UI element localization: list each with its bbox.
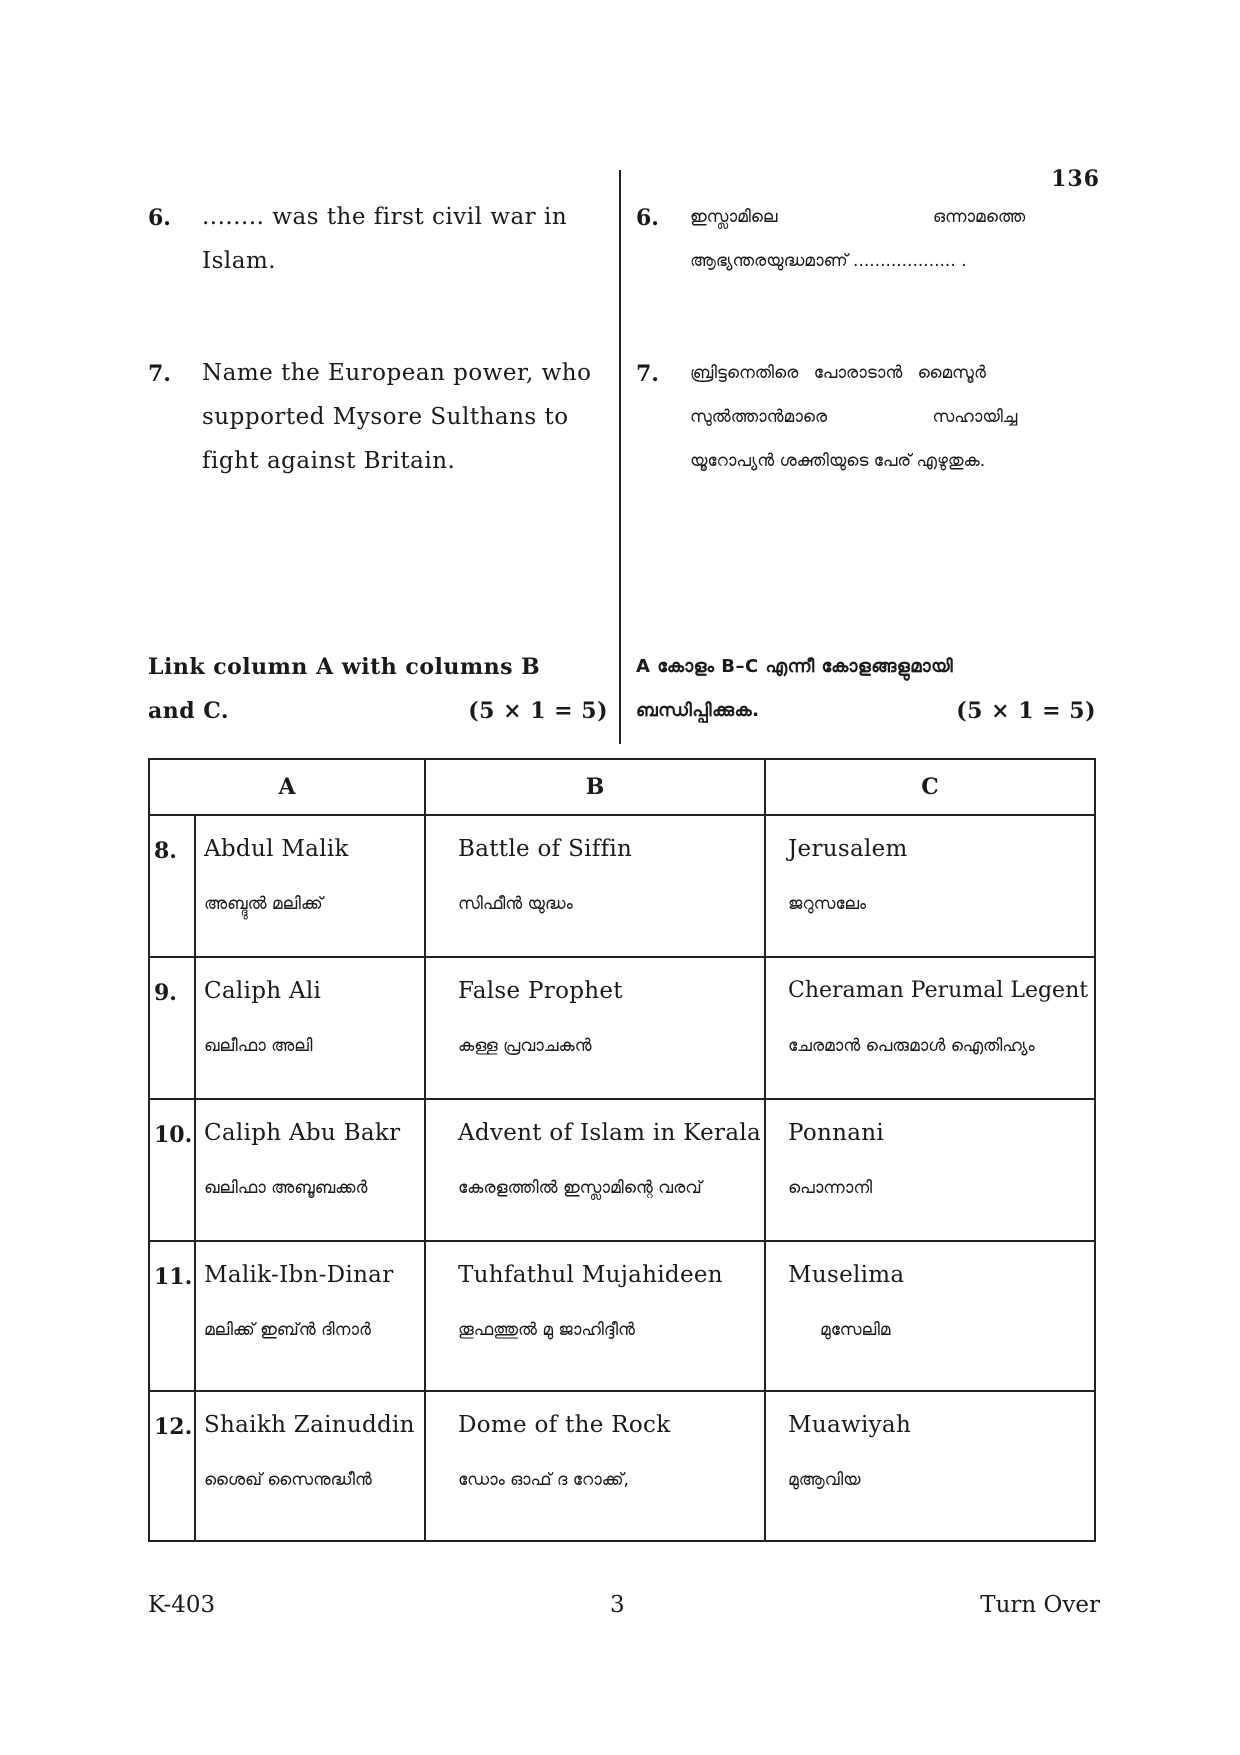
cell-text-ml: ശൈഖ് സൈനുദ്ധീൻ xyxy=(204,1470,372,1490)
question-text-line: യൂറോപ്യൻ ശക്തിയുടെ പേര് എഴുതുക. xyxy=(690,451,986,471)
cell-text-en: Advent of Islam in Kerala xyxy=(458,1120,762,1146)
cell-text-ml: ജറുസലേം xyxy=(788,894,867,914)
cell-text-en: Jerusalem xyxy=(788,836,908,862)
table-header-row xyxy=(149,759,1095,815)
cell-text-ml: സിഫീൻ യുദ്ധം xyxy=(458,894,573,914)
cell-text-ml: കള്ള പ്രവാചകൻ xyxy=(458,1036,592,1056)
question-7-en xyxy=(148,361,608,483)
column-header-c: C xyxy=(765,759,1095,815)
cell-c xyxy=(765,1391,1095,1541)
cell-c xyxy=(765,815,1095,957)
cell-b xyxy=(425,815,765,957)
row-number: 10. xyxy=(149,1099,195,1241)
cell-text-en: Muselima xyxy=(788,1262,905,1288)
cell-text-en: Cheraman Perumal Legent xyxy=(788,978,1089,1003)
cell-a xyxy=(195,1099,425,1241)
marks: (5 × 1 = 5) xyxy=(468,698,608,724)
cell-text-en: Muawiyah xyxy=(788,1412,912,1438)
cell-text-en: Caliph Abu Bakr xyxy=(204,1120,401,1146)
cell-text-ml: കേരളത്തിൽ ഇസ്ലാമിന്റെ വരവ് xyxy=(458,1178,702,1198)
cell-b xyxy=(425,1391,765,1541)
cell-text-ml: ഖലീഫാ അലി xyxy=(204,1036,313,1056)
row-number: 8. xyxy=(149,815,195,957)
cell-text-ml: അബ്ദുൽ മലിക്ക് xyxy=(204,894,323,914)
cell-text-ml: ചേരമാൻ പെരുമാൾ ഐതിഹ്യം xyxy=(788,1036,1035,1056)
turn-over-note: Turn Over xyxy=(980,1592,1100,1618)
cell-text-ml: ഖലിഫാ അബൂബക്കർ xyxy=(204,1178,368,1198)
cell-text-en: Tuhfathul Mujahideen xyxy=(458,1262,723,1288)
cell-a xyxy=(195,1241,425,1391)
cell-text-en: Abdul Malik xyxy=(204,836,349,862)
instruction-line: Link column A with columns B xyxy=(148,654,541,680)
table-row xyxy=(149,1391,1095,1541)
cell-a xyxy=(195,1391,425,1541)
page-number: 3 xyxy=(610,1592,625,1618)
question-number: 6. xyxy=(148,205,171,231)
marks: (5 × 1 = 5) xyxy=(956,698,1096,724)
question-number: 7. xyxy=(148,361,171,387)
question-text-line: ബ്രിട്ടനെതിരെ പോരാടാൻ മൈസൂർ xyxy=(690,363,986,383)
question-text-line: ഇസ്ലാമിലെ ഒന്നാമത്തെ xyxy=(690,207,1026,227)
table-row xyxy=(149,815,1095,957)
question-text-line: fight against Britain. xyxy=(202,448,456,474)
cell-text-en: Battle of Siffin xyxy=(458,836,633,862)
cell-b xyxy=(425,957,765,1099)
question-number: 7. xyxy=(636,361,659,387)
cell-text-ml: ഡോം ഓഫ് ദ റോക്ക്, xyxy=(458,1470,629,1490)
instruction-line: A കോളം B–C എന്നീ കോളങ്ങളുമായി xyxy=(636,656,954,677)
question-text-line: supported Mysore Sulthans to xyxy=(202,404,569,430)
table-row xyxy=(149,1099,1095,1241)
cell-b xyxy=(425,1099,765,1241)
cell-text-en: False Prophet xyxy=(458,978,623,1004)
cell-text-ml: തൂഫത്തുൽ മു ജാഹിദ്ദീൻ xyxy=(458,1320,635,1340)
cell-b xyxy=(425,1241,765,1391)
column-divider xyxy=(619,170,621,744)
cell-text-en: Shaikh Zainuddin xyxy=(204,1412,415,1438)
cell-c xyxy=(765,957,1095,1099)
instruction-line: ബന്ധിപ്പിക്കുക. xyxy=(636,700,760,721)
question-text-line: Islam. xyxy=(202,248,277,274)
page-code: 136 xyxy=(1051,166,1100,192)
question-text-line: Name the European power, who xyxy=(202,360,592,386)
cell-text-en: Caliph Ali xyxy=(204,978,322,1004)
question-text-line: ആഭ്യന്തരയുദ്ധമാണ് ................... . xyxy=(690,251,967,271)
paper-code: K-403 xyxy=(148,1592,216,1618)
question-number: 6. xyxy=(636,205,659,231)
cell-a xyxy=(195,815,425,957)
cell-text-ml: മുആവിയ xyxy=(788,1470,861,1490)
question-text-line: ........ was the first civil war in xyxy=(202,204,568,230)
cell-text-en: Dome of the Rock xyxy=(458,1412,671,1438)
table-row xyxy=(149,1241,1095,1391)
section-instruction-ml xyxy=(636,645,1096,733)
question-6-en xyxy=(148,205,608,283)
cell-a xyxy=(195,957,425,1099)
section-instruction-en xyxy=(148,645,608,733)
cell-text-ml: പൊന്നാനി xyxy=(788,1178,873,1198)
question-6-ml xyxy=(636,205,1096,283)
question-7-ml xyxy=(636,361,1096,483)
row-number: 12. xyxy=(149,1391,195,1541)
question-text-line: സുൽത്താൻമാരെ സഹായിച്ച xyxy=(690,407,1018,427)
column-header-b: B xyxy=(425,759,765,815)
instruction-line: and C. xyxy=(148,698,230,724)
column-header-a: A xyxy=(149,759,425,815)
cell-c xyxy=(765,1099,1095,1241)
row-number: 11. xyxy=(149,1241,195,1391)
row-number: 9. xyxy=(149,957,195,1099)
cell-text-ml: മുസേലിമ xyxy=(820,1320,891,1340)
cell-c xyxy=(765,1241,1095,1391)
matching-table xyxy=(148,758,1096,1542)
table-row xyxy=(149,957,1095,1099)
cell-text-en: Ponnani xyxy=(788,1120,885,1146)
cell-text-ml: മലിക്ക് ഇബ്ൻ ദിനാർ xyxy=(204,1320,371,1340)
cell-text-en: Malik-Ibn-Dinar xyxy=(204,1262,394,1288)
